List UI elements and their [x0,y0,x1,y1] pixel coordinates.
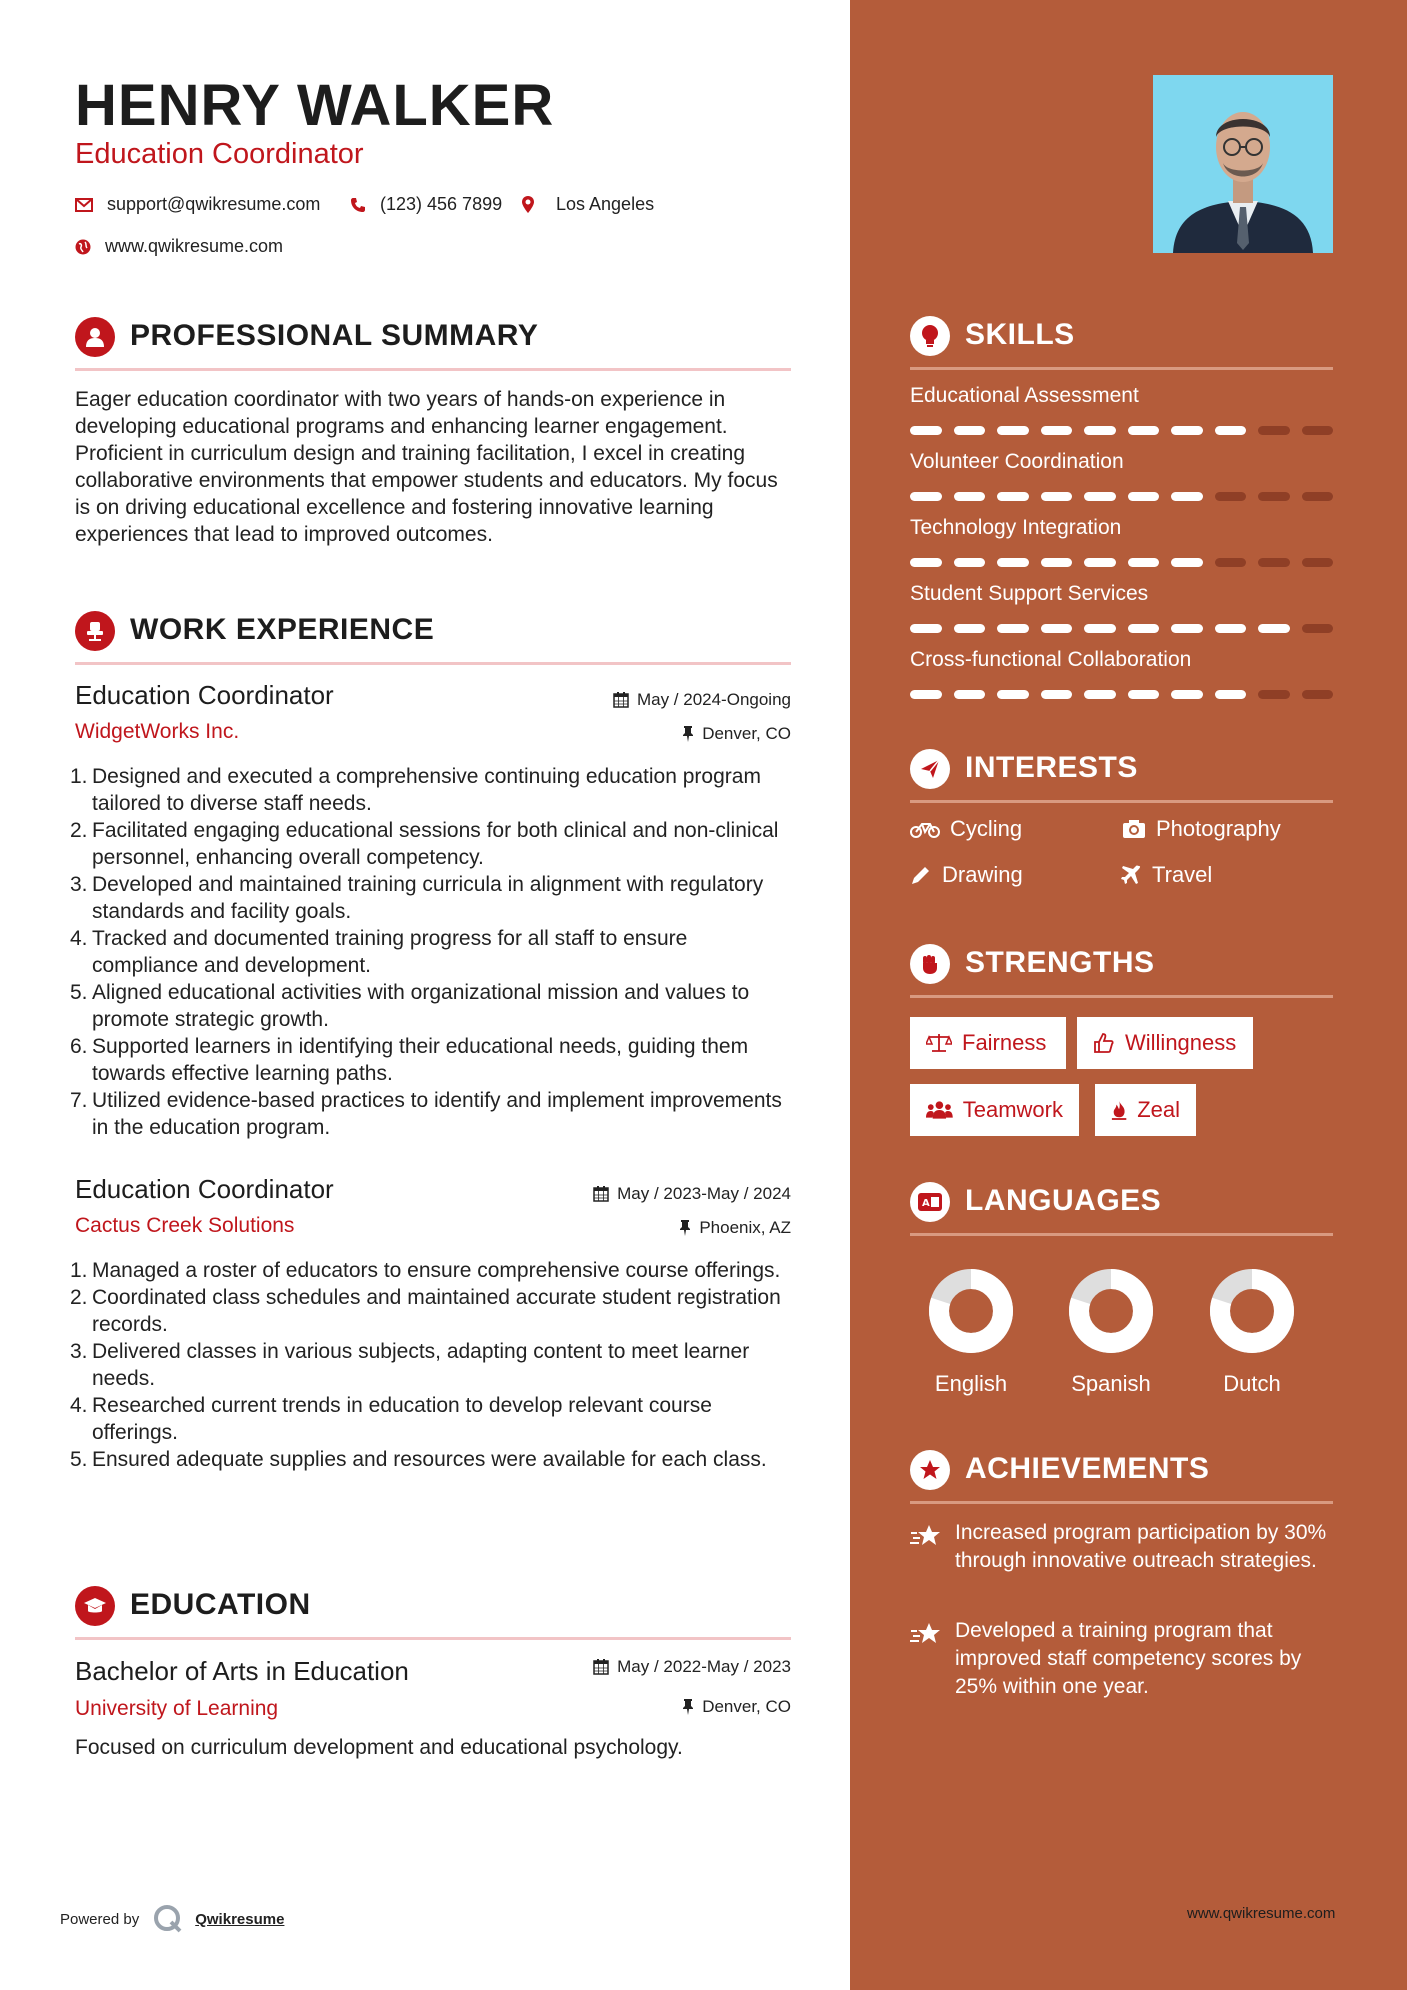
skill-dot [1215,624,1247,633]
pencil-icon [910,864,932,886]
interest-travel [1120,862,1212,888]
list-item: 6. Supported learners in identifying their educational needs, guiding them towards effective learning paths. [70,1035,749,1085]
skill-dot [1258,690,1290,699]
school-name: University of Learning [75,1697,279,1720]
list-item: 1. Managed a roster of educators to ensure comprehensive course offerings. [70,1259,781,1282]
qwikresume-logo-icon [153,1904,183,1934]
strength-badge [1095,1084,1196,1136]
interest-drawing [910,862,1023,888]
skill-dot [997,558,1029,567]
achievements-heading: ACHIEVEMENTS [965,1452,1210,1485]
skill-item [910,648,1333,699]
section-divider [910,1233,1333,1236]
skill-dot [1128,426,1160,435]
language-item [1192,1266,1312,1397]
section-divider [75,662,791,665]
pin-icon [682,726,694,742]
thumbs-up-icon [1093,1032,1115,1054]
education-dates [593,1657,791,1677]
skill-dot [1171,558,1203,567]
interests-heading: INTERESTS [965,751,1138,784]
skill-dot [1258,624,1290,633]
education-section-header [75,1582,791,1628]
language-ring [1207,1266,1297,1356]
skill-item [910,582,1333,633]
skill-dot [1171,624,1203,633]
strength-label: Fairness [962,1030,1047,1055]
job-2-location-text: Phoenix, AZ [699,1218,791,1237]
list-item: 5. Ensured adequate supplies and resources were available for each class. [70,1448,767,1471]
list-item: 3. Delivered classes in various subjects, adapting content to meet learner needs. [70,1340,750,1390]
phone-icon [350,197,366,213]
contact-phone[interactable] [350,194,502,215]
achievements-section-header [910,1447,1333,1497]
skill-dot [1302,426,1334,435]
strength-label: Willingness [1125,1030,1237,1055]
calendar-icon [593,1659,609,1675]
skill-dot [954,558,986,567]
strength-badge [1077,1017,1253,1069]
strength-badge [910,1017,1066,1069]
job-1-company: WidgetWorks Inc. [75,720,240,743]
calendar-icon [593,1186,609,1202]
language-name: Dutch [1223,1371,1281,1396]
job-1-location-text: Denver, CO [702,724,791,743]
user-icon [75,317,115,357]
job-1-bullets [70,763,798,1141]
pin-icon [682,1699,694,1715]
job-2-dates [593,1184,791,1204]
skill-dot [1041,558,1073,567]
skill-dot [1258,426,1290,435]
contact-location [522,194,654,215]
language-name: Spanish [1071,1371,1151,1396]
section-divider [910,367,1333,370]
skill-rating [910,558,1333,567]
skill-name: Student Support Services [910,582,1149,605]
skill-dot [1258,558,1290,567]
strength-label: Teamwork [962,1097,1063,1122]
list-item: 4. Tracked and documented training progress for all staff to ensure compliance and development. [70,927,688,977]
fist-icon [910,944,950,984]
list-item: 2. Facilitated engaging educational sessions for both clinical and non-clinical personnel, enhancing overall competency. [70,819,779,869]
languages-section-header [910,1179,1333,1229]
skill-dot [1084,690,1116,699]
job-2-bullets [70,1257,798,1473]
education-location-text: Denver, CO [702,1697,791,1716]
summary-text: Eager education coordinator with two years of hands-on experience in developing educational programs and enhancing learner engagement. Proficient in curriculum design and training facilitation, I excel in creating collaborative environments that empower students and educators. My focus is on driving educational excellence and fostering innovative learning experiences that lead to improved outcomes. [75,388,778,546]
section-divider [75,1637,791,1640]
skill-item [910,516,1333,567]
skill-dot [910,426,942,435]
languages-heading: LANGUAGES [965,1184,1162,1217]
skill-name: Technology Integration [910,516,1122,539]
list-item: 1. Designed and executed a comprehensive continuing education program tailored to diverse staff needs. [70,765,761,815]
skill-dot [997,426,1029,435]
skill-dot [997,492,1029,501]
language-ring [926,1266,1016,1356]
skill-name: Cross-functional Collaboration [910,648,1192,671]
interest-label: Cycling [950,816,1023,841]
globe-icon [75,239,91,255]
list-item: 3. Developed and maintained training curricula in alignment with regulatory standards and facility goals. [70,873,764,923]
candidate-title: Education Coordinator [75,138,364,170]
skill-dot [997,690,1029,699]
job-1-dates [613,690,791,710]
language-icon [910,1182,950,1222]
skills-section-header [910,313,1333,363]
education-description: Focused on curriculum development and educational psychology. [75,1736,683,1759]
graduation-cap-icon [75,1586,115,1626]
skill-item [910,450,1333,501]
skill-dot [997,624,1029,633]
strengths-heading: STRENGTHS [965,946,1155,979]
interest-label: Travel [1152,862,1213,887]
summary-section-header [75,313,791,359]
interest-label: Drawing [942,862,1023,887]
skill-dot [1084,558,1116,567]
skill-dot [954,690,986,699]
education-dates-text: May / 2022-May / 2023 [617,1657,791,1676]
language-ring [1066,1266,1156,1356]
contact-website[interactable] [75,236,283,257]
skill-name: Volunteer Coordination [910,450,1124,473]
skill-dot [910,558,942,567]
website-text: www.qwikresume.com [105,236,284,256]
strengths-section-header [910,941,1333,991]
skill-dot [1171,492,1203,501]
language-item [911,1266,1031,1397]
achievement-item [910,1519,1333,1575]
achievement-text: Increased program participation by 30% through innovative outreach strategies. [955,1521,1327,1572]
skill-rating [910,624,1333,633]
email-text: support@qwikresume.com [107,194,321,214]
list-item: 7. Utilized evidence-based practices to identify and implement improvements in the education program. [70,1089,782,1139]
fire-icon [1111,1099,1127,1121]
map-marker-icon [522,196,534,213]
shooting-star-icon [910,1523,942,1549]
education-heading: EDUCATION [130,1588,311,1621]
skill-item [910,384,1333,435]
list-item: 5. Aligned educational activities with organizational mission and values to promote strategic growth. [70,981,750,1031]
plane-icon [1120,864,1142,886]
skill-dot [954,492,986,501]
experience-heading: WORK EXPERIENCE [130,613,435,646]
skill-dot [954,426,986,435]
contact-email[interactable] [75,194,320,215]
skill-dot [1128,690,1160,699]
section-divider [75,368,791,371]
skill-dot [1041,426,1073,435]
camera-icon [1122,819,1146,839]
calendar-icon [613,692,629,708]
skill-dot [1171,690,1203,699]
skill-rating [910,426,1333,435]
skill-dot [1258,492,1290,501]
profile-photo [1153,75,1333,253]
interest-label: Photography [1156,816,1281,841]
skill-dot [1041,690,1073,699]
skill-dot [954,624,986,633]
skill-dot [1302,690,1334,699]
list-item: 2. Coordinated class schedules and maintained accurate student registration records. [70,1286,781,1336]
shooting-star-icon [910,1621,942,1647]
section-divider [910,1501,1333,1504]
language-item [1051,1266,1171,1397]
skill-dot [1215,558,1247,567]
skill-dot [1084,492,1116,501]
powered-by-text: Powered by [60,1910,140,1928]
job-2-location [679,1218,791,1238]
experience-section-header [75,607,791,653]
interest-photography [1122,816,1281,842]
job-1-title: Education Coordinator [75,680,334,710]
skill-rating [910,492,1333,501]
education-location [682,1697,791,1717]
skill-dot [1084,624,1116,633]
skill-dot [1128,492,1160,501]
summary-heading: PROFESSIONAL SUMMARY [130,319,539,352]
strength-badge [910,1084,1079,1136]
skill-dot [1128,624,1160,633]
job-2-title: Education Coordinator [75,1174,334,1204]
list-item: 4. Researched current trends in education to develop relevant course offerings. [70,1394,712,1444]
users-icon [926,1100,953,1120]
qwikresume-link[interactable]: Qwikresume [195,1910,285,1928]
lightbulb-icon [910,316,950,356]
footer-website[interactable]: www.qwikresume.com [1187,1905,1336,1922]
skill-dot [910,690,942,699]
job-1-location [682,724,791,744]
phone-text: (123) 456 7899 [380,194,503,214]
skill-dot [1171,426,1203,435]
job-1-dates-text: May / 2024-Ongoing [636,690,791,709]
job-2-company: Cactus Creek Solutions [75,1214,295,1237]
scale-icon [926,1033,952,1053]
language-name: English [934,1371,1008,1396]
skills-heading: SKILLS [965,318,1075,351]
strength-label: Zeal [1137,1097,1180,1122]
paper-plane-icon [910,749,950,789]
section-divider [910,995,1333,998]
skill-dot [1041,492,1073,501]
achievement-text: Developed a training program that improved staff competency scores by 25% within one year. [955,1619,1302,1698]
powered-by [60,1904,284,1934]
star-badge-icon [910,1450,950,1490]
achievement-item [910,1617,1333,1701]
bicycle-icon [910,820,940,838]
section-divider [910,800,1333,803]
skill-dot [1302,624,1334,633]
skill-dot [1215,690,1247,699]
skill-dot [1041,624,1073,633]
pin-icon [679,1220,691,1236]
skill-dot [1215,492,1247,501]
skill-name: Educational Assessment [910,384,1139,407]
skill-dot [910,492,942,501]
skill-dot [1128,558,1160,567]
svg-text:A: A [922,1198,930,1209]
skill-dot [1084,426,1116,435]
skill-dot [1215,426,1247,435]
skill-dot [910,624,942,633]
location-text: Los Angeles [556,194,655,214]
candidate-name: HENRY WALKER [75,73,555,138]
skill-rating [910,690,1333,699]
skill-dot [1302,492,1334,501]
envelope-icon [75,198,93,212]
interest-cycling [910,816,1022,842]
interests-section-header [910,746,1333,796]
skill-dot [1302,558,1334,567]
job-2-dates-text: May / 2023-May / 2024 [617,1184,791,1203]
degree-title: Bachelor of Arts in Education [75,1656,409,1686]
chair-icon [75,611,115,651]
